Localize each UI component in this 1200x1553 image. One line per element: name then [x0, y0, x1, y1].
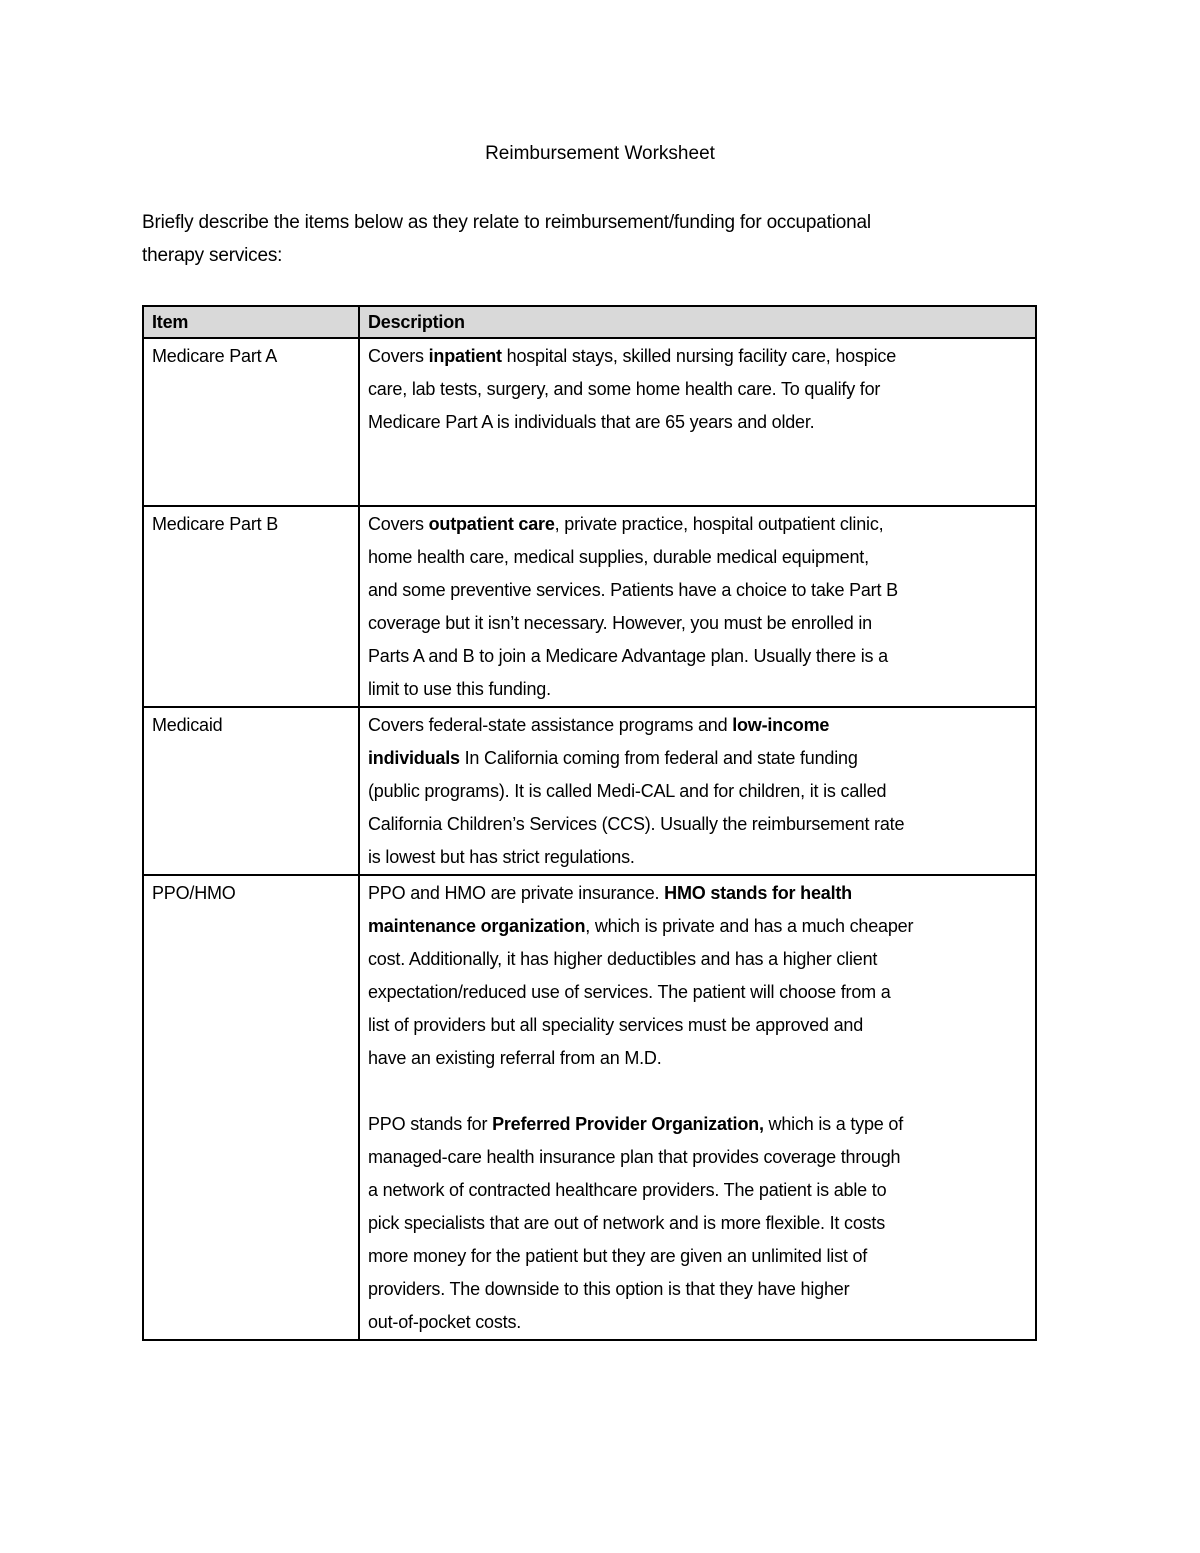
- text: which is a type of: [763, 1114, 904, 1134]
- bold-text: low-income: [732, 715, 830, 735]
- description-line: [368, 808, 1027, 841]
- table-header-row: [143, 306, 1036, 338]
- table-row: [143, 506, 1036, 707]
- description-line: [368, 1075, 1027, 1108]
- description-cell: [359, 338, 1036, 506]
- item-cell: [143, 338, 359, 506]
- text: Medicare Part A is individuals that are 65 years and older.: [368, 412, 815, 432]
- description-line: [368, 1306, 1027, 1339]
- text: and some preventive services. Patients have a choice to take Part B: [368, 580, 898, 600]
- table-row: [143, 338, 1036, 506]
- bold-text: individuals: [368, 748, 460, 768]
- instructions-line: Briefly describe the items below as they relate to reimbursement/funding for occupational: [142, 212, 871, 233]
- text: have an existing referral from an M.D.: [368, 1048, 662, 1068]
- item-label: Medicare Part A: [152, 346, 278, 366]
- description-line: [368, 943, 1027, 976]
- description-line: [368, 673, 1027, 706]
- description-line: [368, 1273, 1027, 1306]
- text: In California coming from federal and state funding: [459, 748, 858, 768]
- item-label: PPO/HMO: [152, 883, 236, 903]
- description-line: [368, 406, 1027, 439]
- text: providers. The downside to this option is that they have higher: [368, 1279, 850, 1299]
- item-cell: [143, 506, 359, 707]
- text: more money for the patient but they are given an unlimited list of: [368, 1246, 868, 1266]
- description-line: [368, 1108, 1027, 1141]
- description-line: [368, 373, 1027, 406]
- header-item: Item: [143, 306, 359, 338]
- description-line: [368, 1009, 1027, 1042]
- text: home health care, medical supplies, durable medical equipment,: [368, 547, 869, 567]
- text: pick specialists that are out of network and is more flexible. It costs: [368, 1213, 886, 1233]
- description-cell: [359, 707, 1036, 875]
- text: a network of contracted healthcare providers. The patient is able to: [368, 1180, 887, 1200]
- item-label: Medicaid: [152, 715, 223, 735]
- text: out-of-pocket costs.: [368, 1312, 522, 1332]
- text: (public programs). It is called Medi-CAL and for children, it is called: [368, 781, 887, 801]
- text: coverage but it isn’t necessary. However, you must be enrolled in: [368, 613, 872, 633]
- description-line: [368, 910, 1027, 943]
- text: limit to use this funding.: [368, 679, 551, 699]
- page-title: Reimbursement Worksheet: [485, 143, 715, 164]
- reimbursement-table: [142, 305, 1037, 1341]
- description-line: [368, 1042, 1027, 1075]
- item-label: Medicare Part B: [152, 514, 279, 534]
- description-line: [368, 340, 1027, 373]
- text: California Children’s Services (CCS). Usually the reimbursement rate: [368, 814, 905, 834]
- table-row: [143, 875, 1036, 1340]
- text: PPO and HMO are private insurance.: [368, 883, 665, 903]
- text: Parts A and B to join a Medicare Advantage plan. Usually there is a: [368, 646, 888, 666]
- description-line: [368, 709, 1027, 742]
- description-line: [368, 1207, 1027, 1240]
- text: Covers federal-state assistance programs and: [368, 715, 733, 735]
- description-line: [368, 574, 1027, 607]
- bold-text: HMO stands for health: [664, 883, 852, 903]
- text: , private practice, hospital outpatient clinic,: [554, 514, 884, 534]
- text: PPO stands for: [368, 1114, 493, 1134]
- text: Covers: [368, 514, 429, 534]
- description-line: [368, 1240, 1027, 1273]
- description-line: [368, 742, 1027, 775]
- text: expectation/reduced use of services. The patient will choose from a: [368, 982, 891, 1002]
- bold-text: Preferred Provider Organization,: [492, 1114, 764, 1134]
- text: cost. Additionally, it has higher deductibles and has a higher client: [368, 949, 878, 969]
- description-line: [368, 1141, 1027, 1174]
- description-line: [368, 976, 1027, 1009]
- description-line: [368, 508, 1027, 541]
- description-line: [368, 640, 1027, 673]
- description-line: [368, 607, 1027, 640]
- instructions: [142, 206, 1042, 272]
- description-line: [368, 841, 1027, 874]
- text: , which is private and has a much cheaper: [585, 916, 914, 936]
- description-line: [368, 1174, 1027, 1207]
- bold-text: maintenance organization: [368, 916, 586, 936]
- text: list of providers but all speciality services must be approved and: [368, 1015, 864, 1035]
- description-line: [368, 877, 1027, 910]
- text: managed-care health insurance plan that provides coverage through: [368, 1147, 901, 1167]
- description-line: [368, 541, 1027, 574]
- text: hospital stays, skilled nursing facility care, hospice: [501, 346, 897, 366]
- description-cell: [359, 875, 1036, 1340]
- bold-text: outpatient care: [428, 514, 555, 534]
- item-cell: [143, 707, 359, 875]
- text: is lowest but has strict regulations.: [368, 847, 635, 867]
- text: care, lab tests, surgery, and some home health care. To qualify for: [368, 379, 881, 399]
- description-line: [368, 775, 1027, 808]
- description-cell: [359, 506, 1036, 707]
- instructions-line: therapy services:: [142, 245, 283, 266]
- table-row: [143, 707, 1036, 875]
- header-description: Description: [359, 306, 1036, 338]
- item-cell: [143, 875, 359, 1340]
- text: Covers: [368, 346, 429, 366]
- bold-text: inpatient: [428, 346, 502, 366]
